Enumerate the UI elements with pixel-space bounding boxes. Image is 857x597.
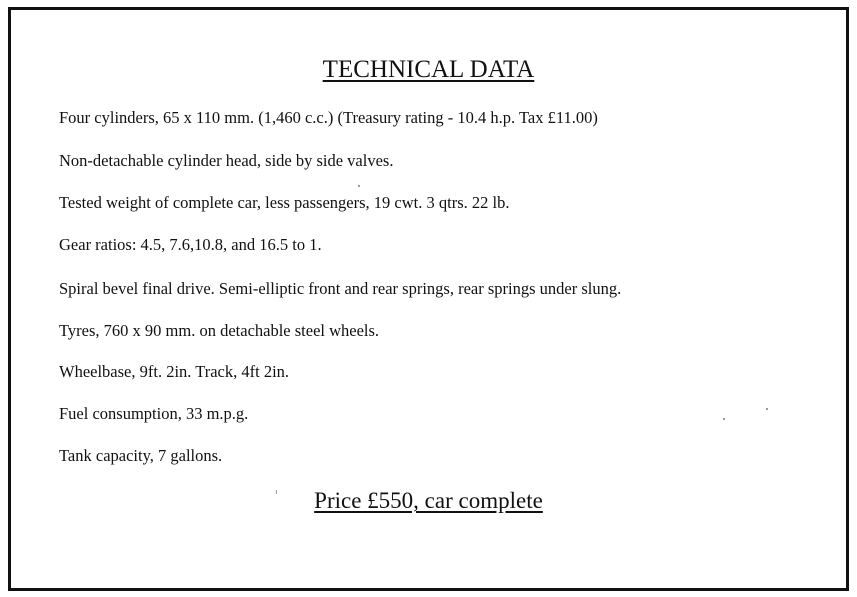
spec-line-tyres: Tyres, 760 x 90 mm. on detachable steel wheels. xyxy=(59,321,380,340)
price-line: Price £550, car complete xyxy=(314,488,543,513)
spec-line-drive-springs: Spiral bevel final drive. Semi-elliptic front and rear springs, rear springs under slung. xyxy=(59,279,622,298)
spec-line-cylinders: Four cylinders, 65 x 110 mm. (1,460 c.c.) (Treasury rating - 10.4 h.p. Tax £11.00) xyxy=(59,108,598,127)
scan-speck xyxy=(766,408,768,410)
scan-speck xyxy=(723,418,725,420)
spec-line-wheelbase: Wheelbase, 9ft. 2in. Track, 4ft 2in. xyxy=(59,362,290,381)
spec-line-gear-ratios: Gear ratios: 4.5, 7.6,10.8, and 16.5 to 1. xyxy=(59,235,322,254)
spec-line-weight: Tested weight of complete car, less passengers, 19 cwt. 3 qtrs. 22 lb. xyxy=(59,193,510,212)
spec-line-fuel: Fuel consumption, 33 m.p.g. xyxy=(59,404,249,423)
scan-speck xyxy=(276,490,277,494)
scan-speck xyxy=(358,185,360,187)
spec-line-tank: Tank capacity, 7 gallons. xyxy=(59,446,223,465)
spec-line-cylinder-head: Non-detachable cylinder head, side by side valves. xyxy=(59,151,394,170)
document-title: TECHNICAL DATA xyxy=(322,56,535,83)
